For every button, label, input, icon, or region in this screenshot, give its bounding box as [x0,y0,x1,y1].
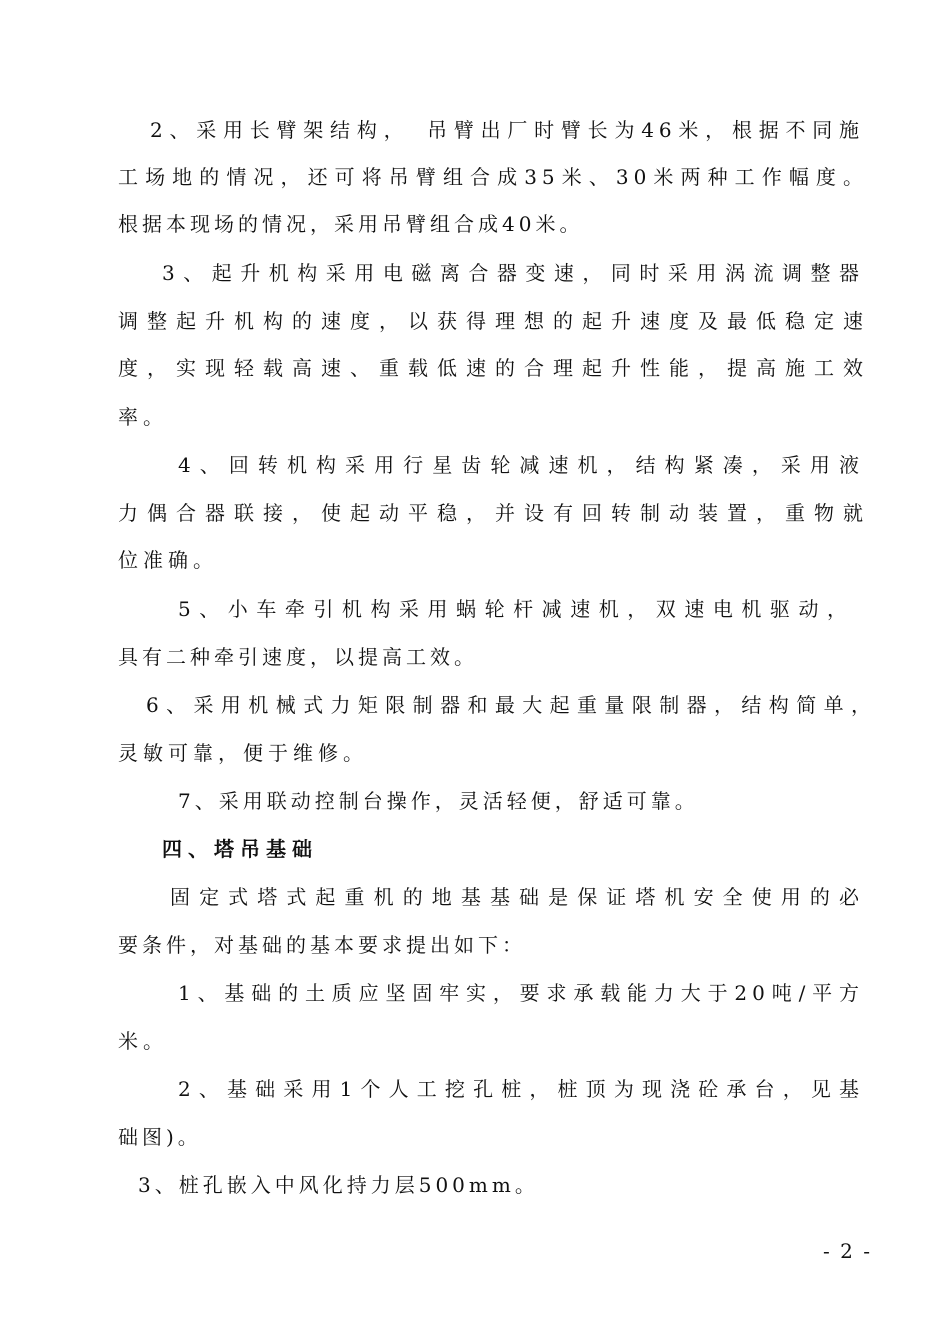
paragraph-line: 固定式塔式起重机的地基基础是保证塔机安全使用的必 [170,885,864,909]
paragraph-line: 力偶合器联接，使起动平稳，并设有回转制动装置，重物就 [118,501,868,525]
paragraph-line: 6、采用机械式力矩限制器和最大起重量限制器，结构简单， [146,693,876,717]
paragraph-line: 2、采用长臂架结构， 吊臂出厂时臂长为46米，根据不同施 [150,118,864,142]
paragraph-line: 灵敏可靠，便于维修。 [118,741,368,765]
paragraph-line: 米。 [118,1029,168,1053]
paragraph-line: 础图)。 [118,1125,202,1149]
paragraph-line: 度，实现轻载高速、重载低速的合理起升性能，提高施工效 [118,356,868,380]
paragraph-line: 7、采用联动控制台操作，灵活轻便，舒适可靠。 [178,789,699,813]
paragraph-line: 率。 [118,405,168,429]
paragraph-line: 工场地的情况，还可将吊臂组合成35米、30米两种工作幅度。 [118,165,868,189]
paragraph-line: 2、基础采用1个人工挖孔桩，桩顶为现浇砼承台，见基 [178,1077,864,1101]
paragraph-line: 3、起升机构采用电磁离合器变速，同时采用涡流调整器 [162,261,864,285]
page-number: - 2 - [823,1239,872,1263]
section-heading: 四、塔吊基础 [162,837,318,861]
paragraph-line: 根据本现场的情况，采用吊臂组合成40米。 [118,212,584,236]
paragraph-line: 具有二种牵引速度，以提高工效。 [118,645,478,669]
paragraph-line: 要条件，对基础的基本要求提出如下： [118,933,526,957]
paragraph-line: 5、小车牵引机构采用蜗轮杆减速机，双速电机驱动， [178,597,852,621]
paragraph-line: 位准确。 [118,548,218,572]
paragraph-line: 1、基础的土质应坚固牢实，要求承载能力大于20吨/平方 [178,981,864,1005]
paragraph-line: 4、回转机构采用行星齿轮减速机，结构紧凑，采用液 [178,453,864,477]
paragraph-line: 3、桩孔嵌入中风化持力层500mm。 [138,1173,539,1197]
paragraph-line: 调整起升机构的速度，以获得理想的起升速度及最低稳定速 [118,309,868,333]
